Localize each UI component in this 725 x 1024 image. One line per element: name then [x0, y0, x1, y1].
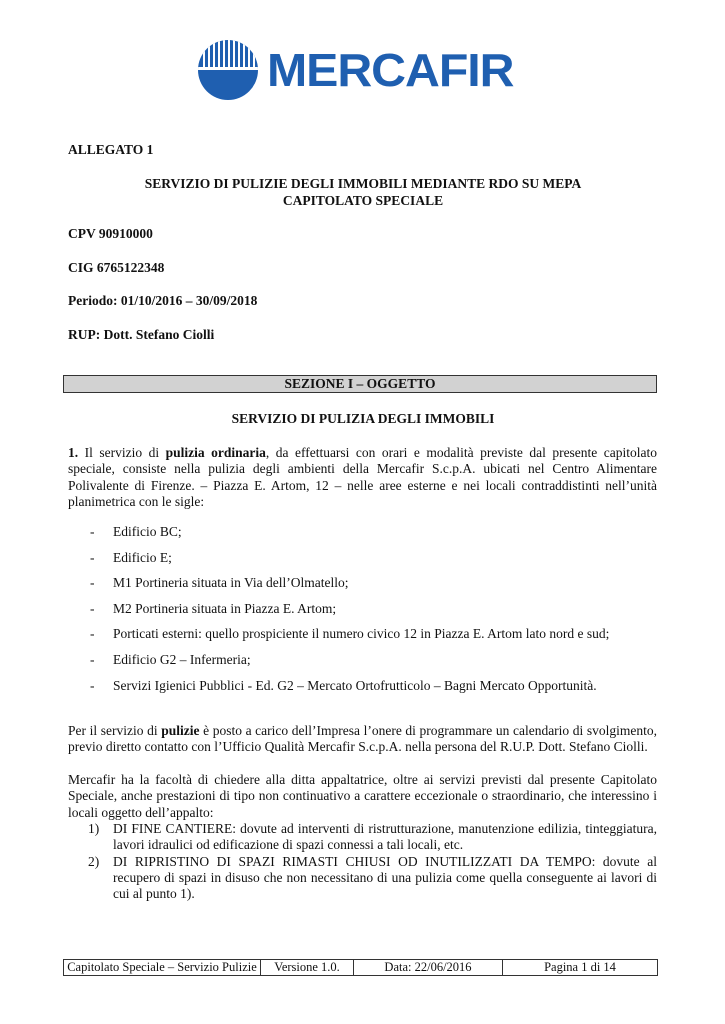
list-item: - M1 Portineria situata in Via dell’Olmatello; [90, 575, 349, 591]
paragraph-2-post: è posto a carico dell’Impresa l’onere di programmare un calendario di svolgimento, previo diretto contatto con l’Ufficio Qualità Mercafir S.c.p.A. nella persona del R.U.P. Dott. Stefano Ciolli. [68, 723, 658, 755]
footer-version: Versione 1.0. [261, 960, 354, 975]
footer-document: Capitolato Speciale – Servizio Pulizie [64, 960, 261, 975]
paragraph-1-pre: Il servizio di [84, 445, 160, 460]
paragraph-1 [68, 445, 657, 510]
cpv-code: CPV 90910000 [68, 226, 153, 241]
cig-code: CIG 6765122348 [68, 260, 165, 275]
list-item: - Edificio BC; [90, 524, 182, 539]
paragraph-2 [68, 723, 657, 756]
document-title: SERVIZIO DI PULIZIE DEGLI IMMOBILI MEDIANTE RDO SU MEPA [144, 176, 582, 191]
globe-icon [197, 39, 259, 101]
section-subheading: SERVIZIO DI PULIZIA DEGLI IMMOBILI [231, 411, 495, 426]
list-item: - M2 Portineria situata in Piazza E. Artom; [90, 600, 337, 616]
building-list [92, 524, 609, 703]
document-subtitle: CAPITOLATO SPECIALE [282, 193, 444, 208]
list-item: - Servizi Igienici Pubblici - Ed. G2 – Mercato Ortofrutticolo – Bagni Mercato Opportunità. [90, 677, 597, 693]
list-item: - Porticati esterni: quello prospiciente il numero civico 12 in Piazza E. Artom lato nord e sud; [90, 626, 610, 642]
paragraph-3: Mercafir ha la facoltà di chiedere alla ditta appaltatrice, oltre ai servizi previsti dal presente Capitolato Speciale, anche prestazioni di tipo non continuativo a carattere eccezionale o straordinario, che interessino i locali oggetto dell’appalto: [68, 772, 657, 820]
list-item: 1) DI FINE CANTIERE: dovute ad interventi di ristrutturazione, manutenzione edilizia, tinteggiatura, lavori idraulici od edificazione di spazi connessi a tali locali, etc. [88, 821, 657, 853]
list-item: 2) DI RIPRISTINO DI SPAZI RIMASTI CHIUSI OD INUTILIZZATI DA TEMPO: dovute al recupero di spazi in disuso che non necessitano di una pulizia come quella conseguente ai lavori di cui al punto 1). [88, 853, 657, 902]
section-heading: SEZIONE I – OGGETTO [63, 375, 657, 393]
allegato-label: ALLEGATO 1 [68, 142, 154, 157]
footer-page: Pagina 1 di 14 [544, 960, 616, 974]
paragraph-number: 1. [68, 445, 79, 460]
period: Periodo: 01/10/2016 – 30/09/2018 [68, 293, 258, 308]
mercafir-logo [197, 40, 514, 100]
rup: RUP: Dott. Stefano Ciolli [68, 327, 215, 342]
list-item: - Edificio E; [90, 549, 172, 565]
paragraph-1-post: , da effettuarsi con orari e modalità previste dal presente capitolato speciale, consiste nella pulizia degli ambienti della Mercafir S.c.p.A. ubicati nel Centro Alimentare Polivalente di Firenze. – Piazza E. Artom, 12 – nelle aree esterne e nei locali contraddistinti nell’unità planimetrica con le sigle: [68, 445, 658, 509]
paragraph-1-bold: pulizia ordinaria [165, 445, 266, 460]
logo-wordmark: MERCAFIR [267, 44, 514, 96]
paragraph-2-bold: pulizie [161, 723, 200, 738]
numbered-list [88, 821, 657, 902]
list-item: - Edificio G2 – Infermeria; [90, 651, 251, 667]
paragraph-2-pre: Per il servizio di [68, 723, 158, 738]
page-footer [63, 959, 658, 976]
footer-date: Data: 22/06/2016 [354, 960, 503, 975]
